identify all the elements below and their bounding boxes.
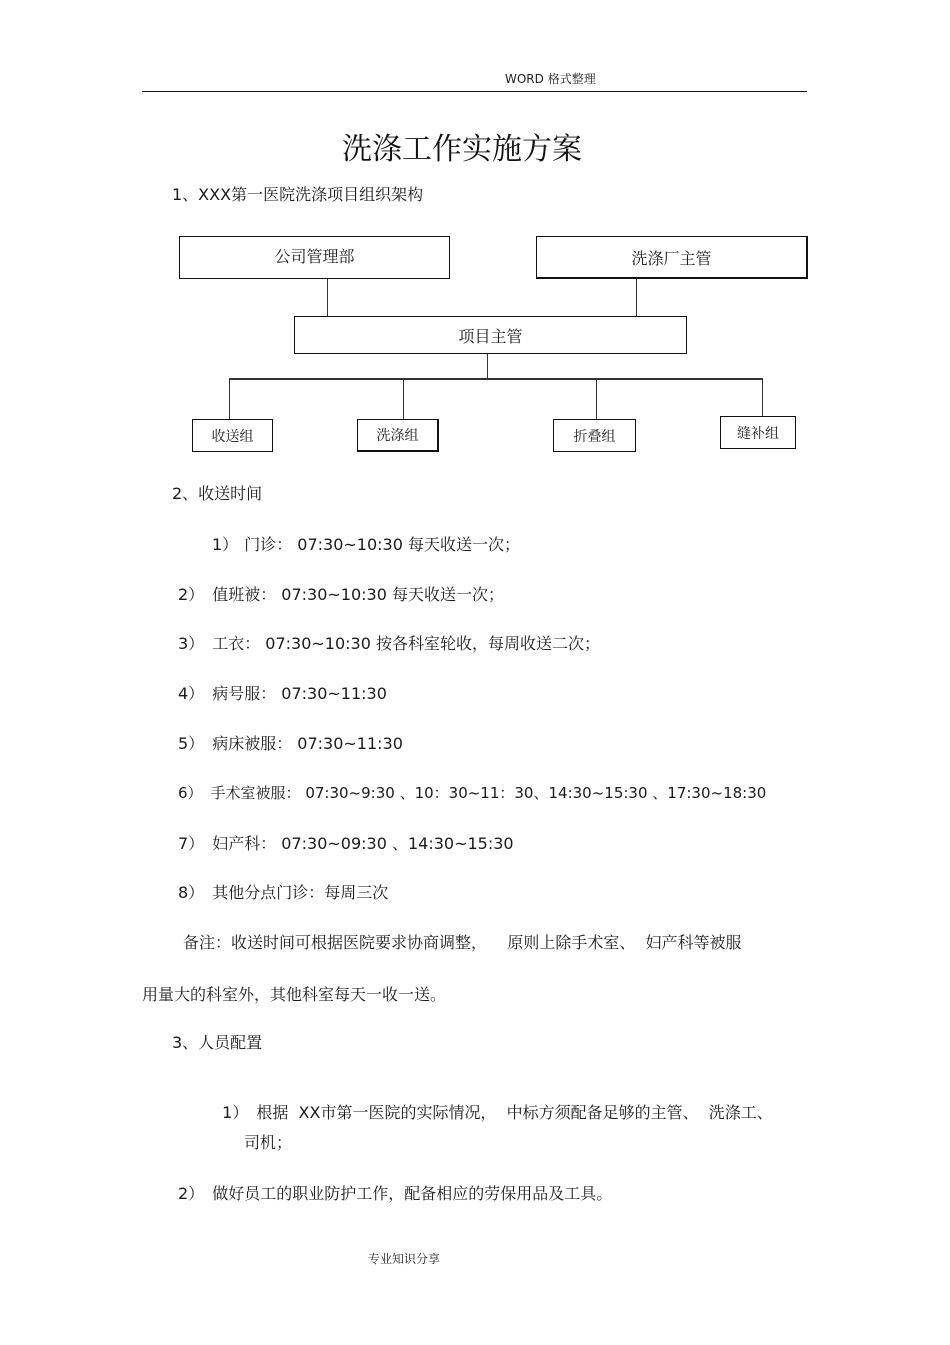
list-item-text: 门诊： 07:30~10:30 每天收送一次； <box>244 535 520 554</box>
org-box-project-manager-label: 项目主管 <box>458 326 523 346</box>
list-item-text: 病床被服： 07:30~11:30 <box>212 734 403 753</box>
note-paragraph-line-2: 用量大的科室外，其他科室每天一收一送。 <box>142 985 447 1004</box>
org-box-company-label: 公司管理部 <box>274 247 355 266</box>
list-item <box>178 1181 612 1204</box>
org-box-laundry-supervisor <box>536 236 808 279</box>
list-item-number: 8） <box>178 883 205 902</box>
list-item-text: 值班被： 07:30~10:30 每天收送一次； <box>212 585 504 604</box>
list-item <box>178 880 388 903</box>
connector-line <box>487 354 488 379</box>
list-item-number: 1） <box>222 1103 249 1122</box>
list-item-text: 根据 XX市第一医院的实际情况， 中标方须配备足够的主管、 洗涤工、 <box>256 1103 773 1122</box>
org-box-group-label: 缝补组 <box>737 425 779 442</box>
section-3-heading: 3、人员配置 <box>172 1033 263 1052</box>
connector-line <box>327 279 328 317</box>
connector-line <box>762 378 763 416</box>
list-item <box>178 631 600 654</box>
list-item <box>212 1081 773 1123</box>
list-item <box>178 782 766 803</box>
list-item <box>178 831 514 854</box>
list-item <box>178 582 504 605</box>
org-box-group-receive <box>192 419 273 452</box>
list-item-text: 手术室被服： 07:30~9:30 、10：30~11：30、14:30~15:30 、17:30~18:30 <box>210 784 767 802</box>
section-1-heading: 1、XXX第一医院洗涤项目组织架构 <box>172 185 424 204</box>
note-paragraph-line-1: 备注：收送时间可根据医院要求协商调整， 原则上除手术室、 妇产科等被服 <box>183 933 742 952</box>
list-item <box>178 731 403 754</box>
page-header: WORD 格式整理 <box>505 72 596 86</box>
list-item-number: 7） <box>178 834 205 853</box>
org-box-company <box>179 236 450 279</box>
list-item-text: 其他分点门诊：每周三次 <box>212 883 389 902</box>
list-item-number: 5） <box>178 734 205 753</box>
list-item <box>212 532 520 555</box>
list-item-number: 3） <box>178 634 205 653</box>
org-box-group-wash <box>357 419 439 452</box>
list-item <box>178 681 387 704</box>
page-footer: 专业知识分享 <box>368 1252 441 1266</box>
connector-line <box>229 378 763 380</box>
list-item-number: 2） <box>178 585 205 604</box>
org-box-group-mend <box>720 416 796 449</box>
connector-line <box>636 279 637 317</box>
list-item-text: 妇产科： 07:30~09:30 、14:30~15:30 <box>212 834 514 853</box>
list-item-number: 4） <box>178 684 205 703</box>
list-item-number: 2） <box>178 1184 205 1203</box>
connector-line <box>596 378 597 420</box>
list-item-text: 做好员工的职业防护工作，配备相应的劳保用品及工具。 <box>212 1184 613 1203</box>
section-2-heading: 2、收送时间 <box>172 484 263 503</box>
org-box-group-fold <box>553 419 636 452</box>
org-box-laundry-supervisor-label: 洗涤厂主管 <box>631 248 712 268</box>
org-box-group-label: 收送组 <box>211 428 254 445</box>
connector-line <box>229 378 230 420</box>
list-item-number: 1） <box>212 535 239 554</box>
org-box-group-label: 洗涤组 <box>376 428 419 444</box>
org-box-project-manager <box>294 316 687 354</box>
document-title: 洗涤工作实施方案 <box>342 132 582 167</box>
list-item-text: 工衣： 07:30~10:30 按各科室轮收，每周收送二次； <box>212 634 600 653</box>
connector-line <box>403 378 404 420</box>
header-divider <box>142 91 807 92</box>
list-item-number: 6） <box>178 784 203 802</box>
list-item-text: 病号服： 07:30~11:30 <box>212 684 387 703</box>
list-item-continuation: 司机； <box>244 1133 293 1152</box>
org-box-group-label: 折叠组 <box>573 428 616 445</box>
